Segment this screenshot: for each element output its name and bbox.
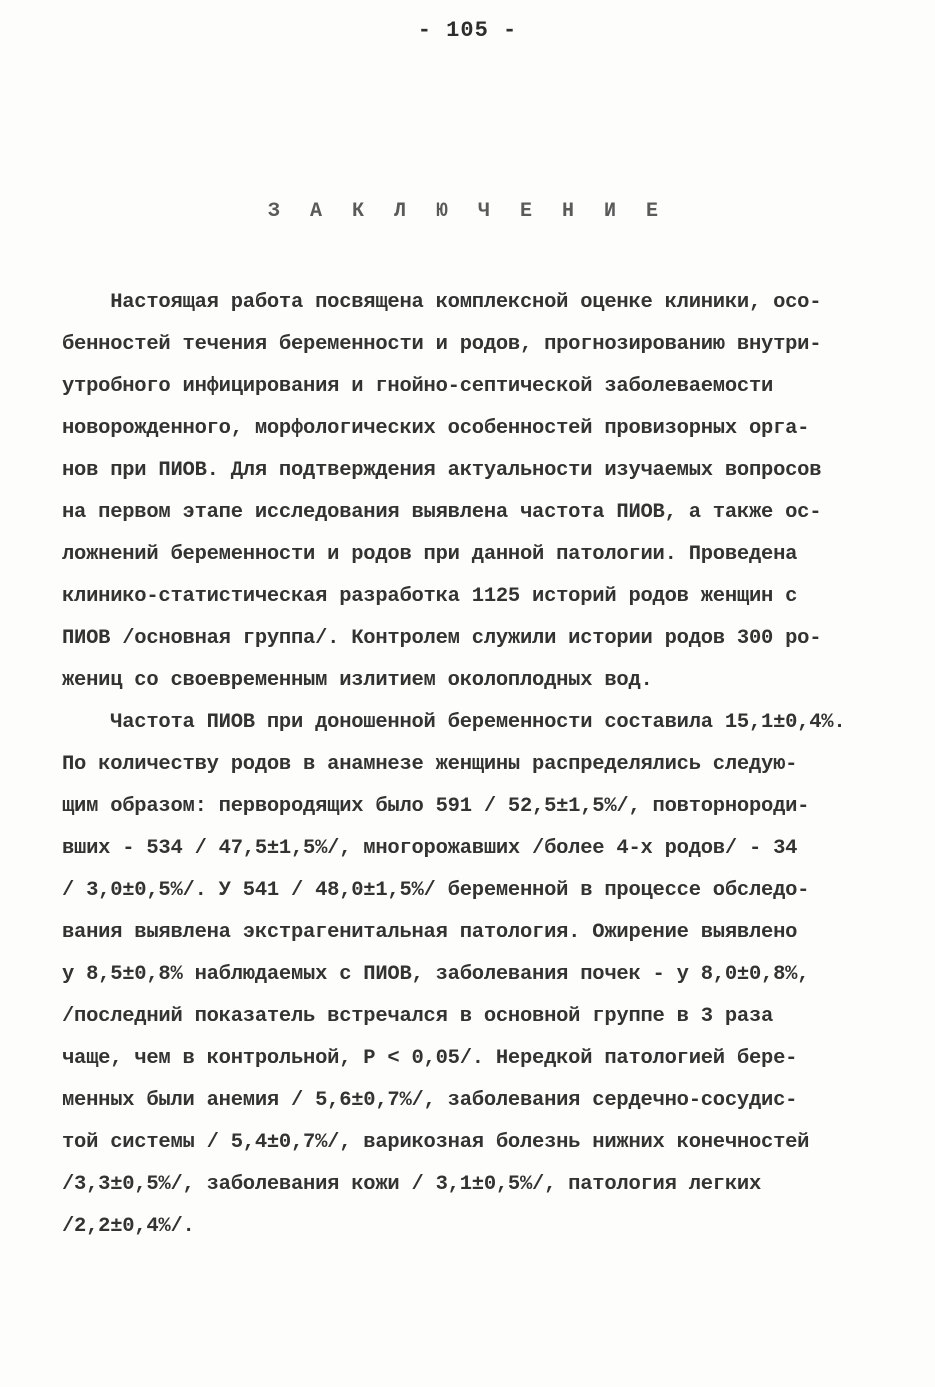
text-line: Частота ПИОВ при доношенной беременности составила 15,1±0,4%.	[62, 711, 846, 734]
text-line: /2,2±0,4%/.	[62, 1215, 195, 1238]
text-line: нов при ПИОВ. Для подтверждения актуальности изучаемых вопросов	[62, 459, 822, 482]
text-line: вших - 534 / 47,5±1,5%/, многорожавших /более 4-х родов/ - 34	[62, 837, 798, 860]
text-line: на первом этапе исследования выявлена частота ПИОВ, а также ос-	[62, 501, 822, 524]
text-line: По количеству родов в анамнезе женщины распределялись следую-	[62, 753, 798, 776]
text-line: вания выявлена экстрагенитальная патология. Ожирение выявлено	[62, 921, 798, 944]
text-line: щим образом: первородящих было 591 / 52,5±1,5%/, повторнороди-	[62, 795, 810, 818]
text-line: у 8,5±0,8% наблюдаемых с ПИОВ, заболевания почек - у 8,0±0,8%,	[62, 963, 810, 986]
text-line: /последний показатель встречался в основной группе в 3 раза	[62, 1005, 774, 1028]
text-line: / 3,0±0,5%/. У 541 / 48,0±1,5%/ беременной в процессе обследо-	[62, 879, 810, 902]
section-heading: З А К Л Ю Ч Е Н И Е	[267, 200, 668, 223]
text-line: /3,3±0,5%/, заболевания кожи / 3,1±0,5%/, патология легких	[62, 1173, 762, 1196]
body-text	[62, 282, 872, 1248]
text-line: ложнений беременности и родов при данной патологии. Проведена	[62, 543, 798, 566]
text-line: той системы / 5,4±0,7%/, варикозная болезнь нижних конечностей	[62, 1131, 810, 1154]
text-line: менных были анемия / 5,6±0,7%/, заболевания сердечно-сосудис-	[62, 1089, 798, 1112]
text-line: жениц со своевременным излитием околоплодных вод.	[62, 669, 653, 692]
text-line: новорожденного, морфологических особенностей провизорных орга-	[62, 417, 810, 440]
text-line: ПИОВ /основная группа/. Контролем служили истории родов 300 ро-	[62, 627, 822, 650]
text-line: клинико-статистическая разработка 1125 историй родов женщин с	[62, 585, 798, 608]
text-line: чаще, чем в контрольной, Р < 0,05/. Нередкой патологией бере-	[62, 1047, 798, 1070]
text-line: утробного инфицирования и гнойно-септической заболеваемости	[62, 375, 774, 398]
text-line: бенностей течения беременности и родов, прогнозированию внутри-	[62, 333, 822, 356]
page-number: - 105 -	[417, 18, 518, 43]
text-line: Настоящая работа посвящена комплексной оценке клиники, осо-	[62, 291, 822, 314]
